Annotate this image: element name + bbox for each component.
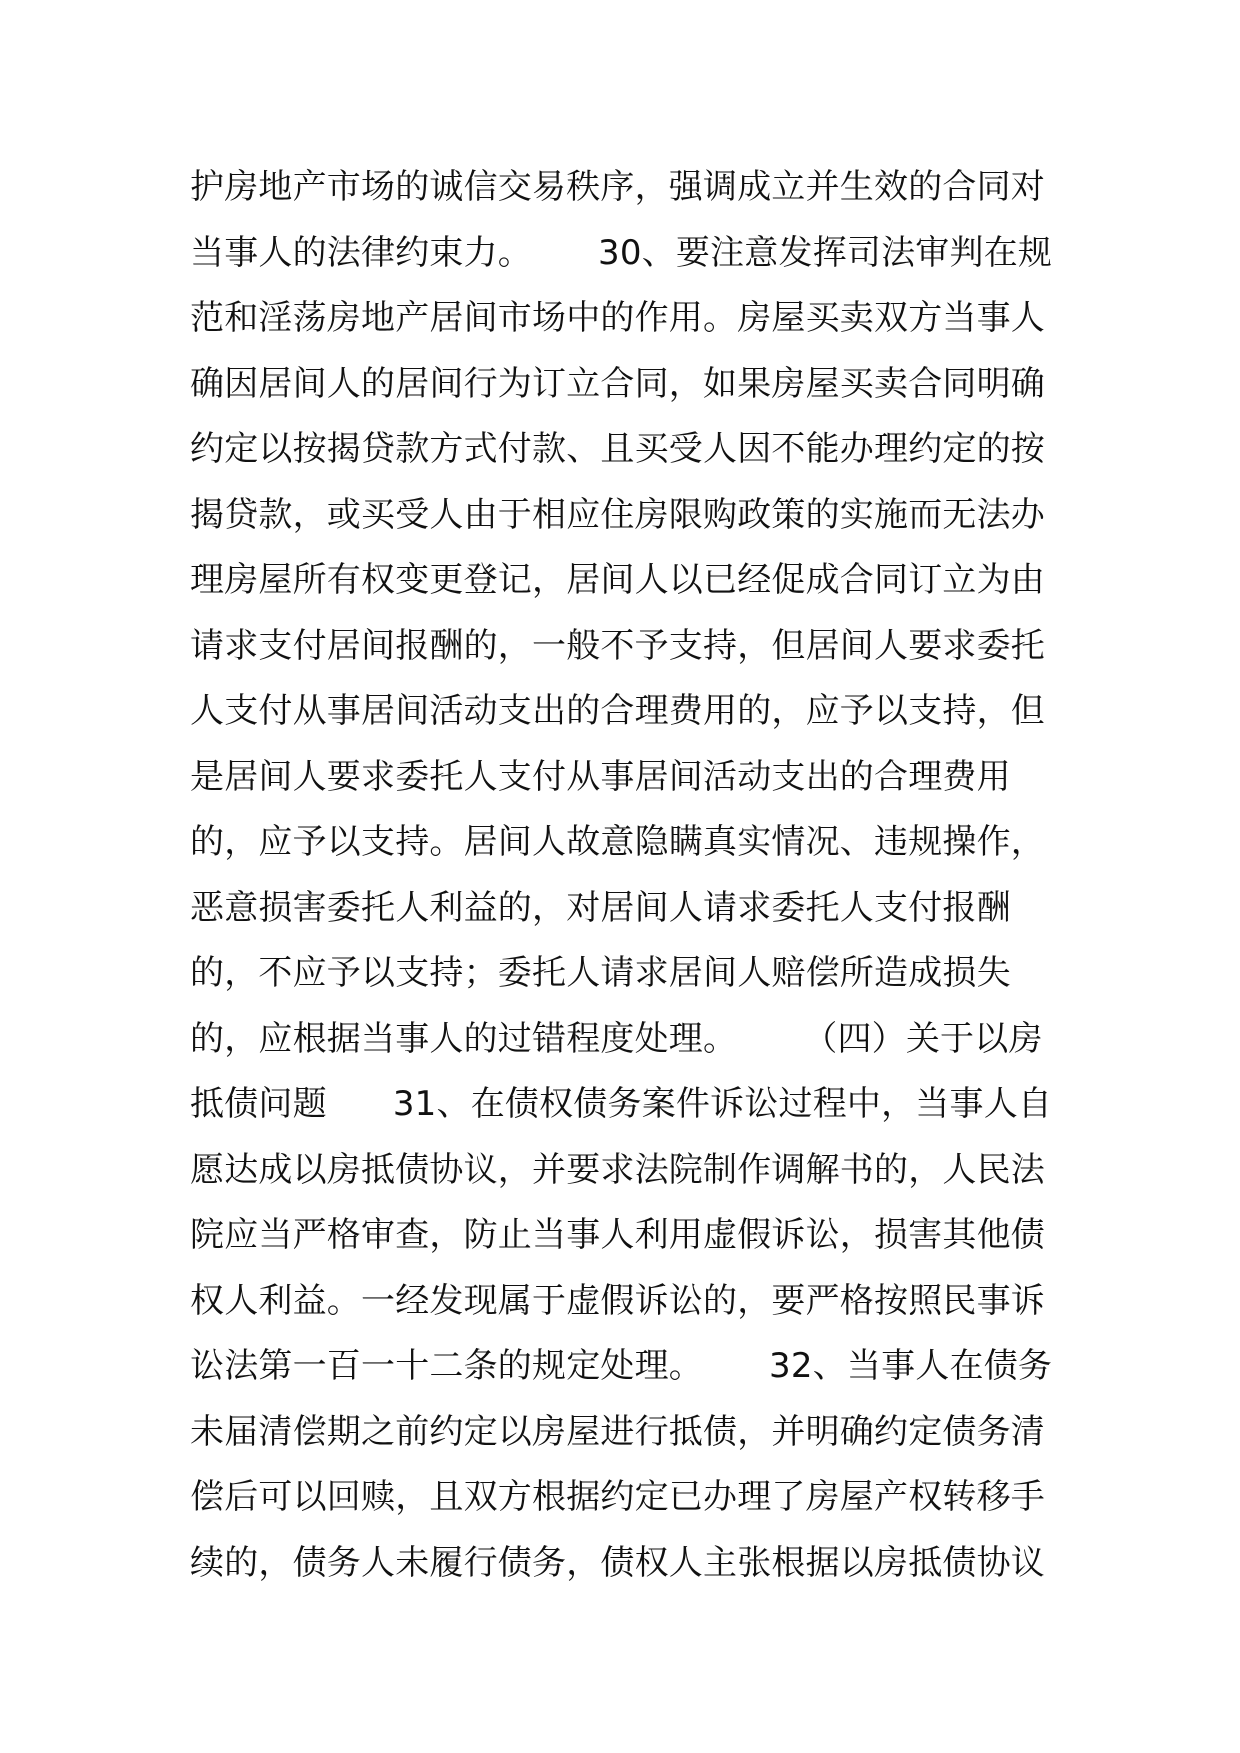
text-line-19: 讼法第一百一十二条的规定处理。 32、当事人在债务 (190, 1346, 1053, 1386)
body-text (190, 155, 1053, 1596)
text-line-22: 续的，债务人未履行债务，债权人主张根据以房抵债协议 (190, 1542, 1045, 1583)
text-line-8: 请求支付居间报酬的，一般不予支持，但居间人要求委托 (190, 625, 1045, 666)
text-line-17: 院应当严格审查，防止当事人利用虚假诉讼，损害其他债 (190, 1215, 1045, 1255)
text-line-9: 人支付从事居间活动支出的合理费用的，应予以支持，但 (190, 691, 1045, 731)
text-line-3: 范和淫荡房地产居间市场中的作用。房屋买卖双方当事人 (190, 298, 1045, 338)
text-line-13: 的，不应予以支持；委托人请求居间人赔偿所造成损失 (190, 953, 1011, 993)
text-line-5: 约定以按揭贷款方式付款、且买受人因不能办理约定的按 (190, 429, 1045, 469)
text-line-2: 当事人的法律约束力。 30、要注意发挥司法审判在规 (190, 232, 1053, 273)
text-line-11: 的，应予以支持。居间人故意隐瞒真实情况、违规操作， (190, 822, 1045, 862)
text-line-14: 的，应根据当事人的过错程度处理。 （四）关于以房 (190, 1018, 1043, 1059)
text-line-10: 是居间人要求委托人支付从事居间活动支出的合理费用 (190, 756, 1011, 797)
text-line-21: 偿后可以回赎，且双方根据约定已办理了房屋产权转移手 (190, 1477, 1045, 1517)
text-line-4: 确因居间人的居间行为订立合同，如果房屋买卖合同明确 (190, 363, 1045, 404)
text-line-16: 愿达成以房抵债协议，并要求法院制作调解书的，人民法 (190, 1149, 1045, 1190)
text-line-12: 恶意损害委托人利益的，对居间人请求委托人支付报酬 (190, 887, 1011, 928)
text-line-15: 抵债问题 31、在债权债务案件诉讼过程中，当事人自 (190, 1084, 1053, 1124)
text-line-20: 未届清偿期之前约定以房屋进行抵债，并明确约定债务清 (190, 1411, 1045, 1452)
text-line-7: 理房屋所有权变更登记，居间人以已经促成合同订立为由 (190, 560, 1045, 600)
text-line-6: 揭贷款，或买受人由于相应住房限购政策的实施而无法办 (190, 494, 1045, 535)
text-line-1: 护房地产市场的诚信交易秩序，强调成立并生效的合同对 (190, 167, 1045, 207)
text-line-18: 权人利益。一经发现属于虚假诉讼的，要严格按照民事诉 (190, 1280, 1045, 1321)
